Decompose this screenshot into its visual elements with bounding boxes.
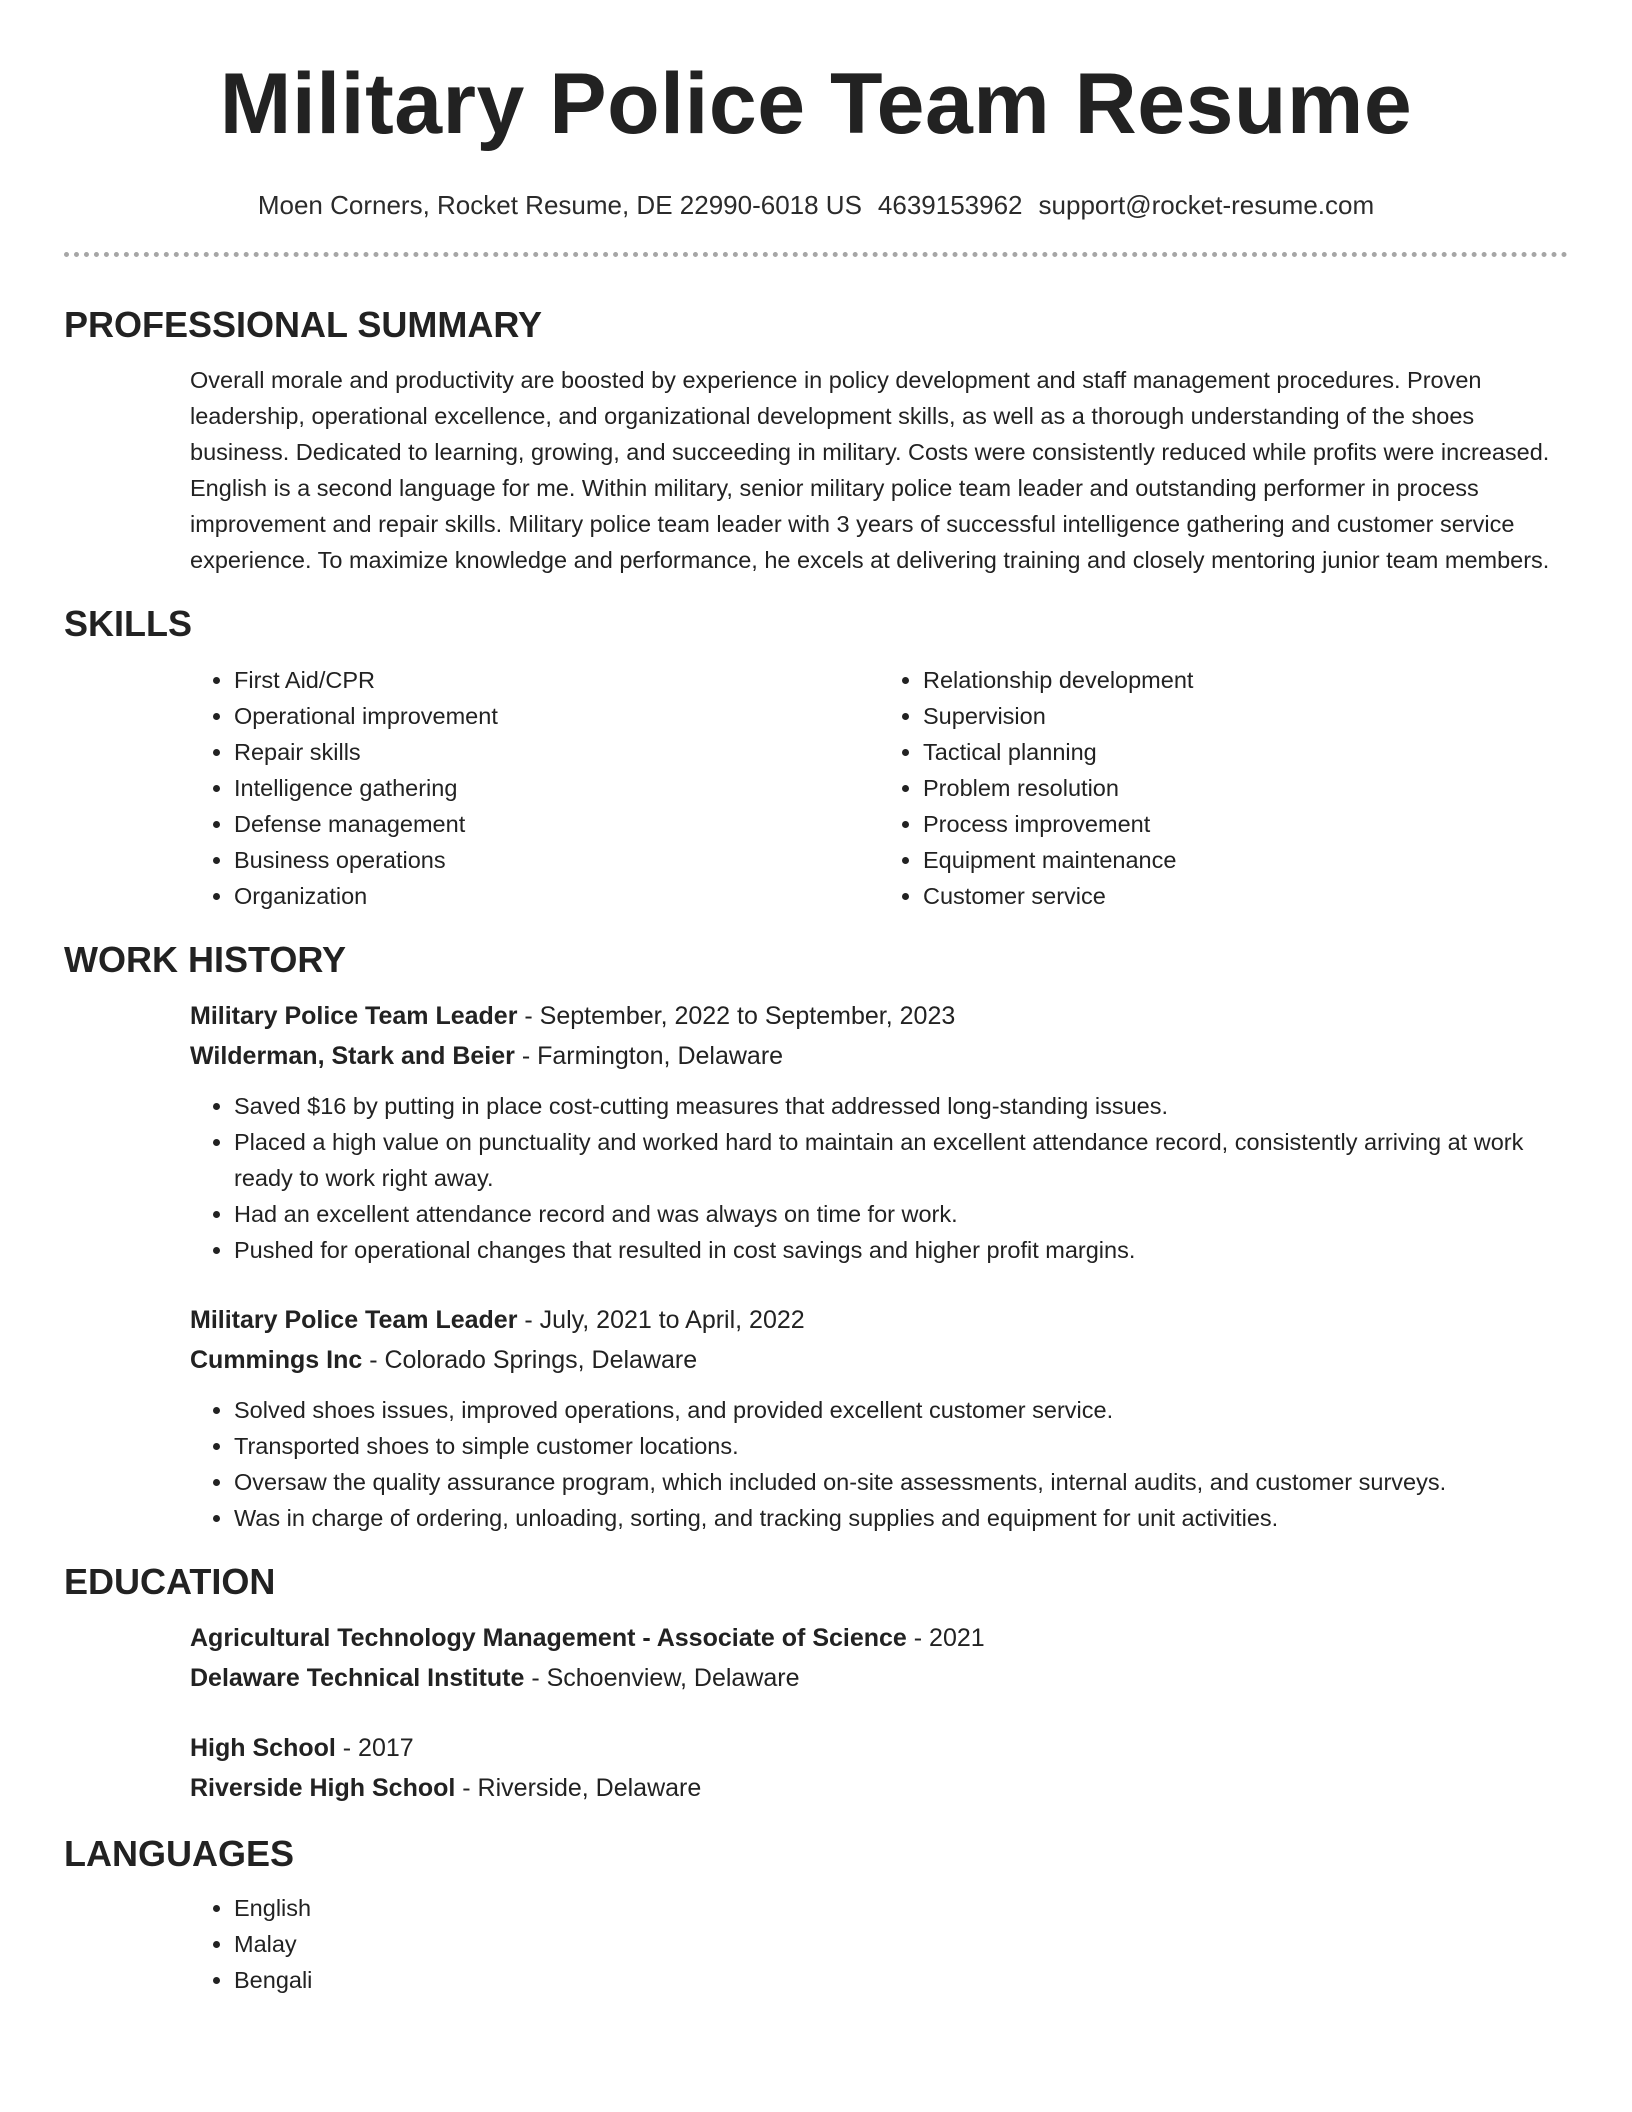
skill-item: • Problem resolution [923,770,1568,806]
job-bullet: • Oversaw the quality assurance program, which included on-site assessments, internal audits, and customer surveys. [234,1464,1568,1500]
language-item: • English [234,1890,1568,1926]
job-company-line [190,1036,1568,1076]
skill-item: • Supervision [923,698,1568,734]
contact-email: support@rocket-resume.com [1038,190,1375,220]
job-title-line [190,1300,1568,1340]
header-divider [64,252,1568,257]
skill-item: • Organization [234,878,879,914]
job-role: Military Police Team Leader [190,1002,518,1030]
resume-page [64,0,1568,1998]
languages-section [190,1890,1568,1998]
job-bullet: • Was in charge of ordering, unloading, sorting, and tracking supplies and equipment for unit activities. [234,1500,1568,1536]
job-bullet: • Had an excellent attendance record and was always on time for work. [234,1196,1568,1232]
skill-item: • Process improvement [923,806,1568,842]
language-item: • Bengali [234,1962,1568,1998]
job-bullets [190,1392,1568,1536]
skills-heading: SKILLS [64,603,193,644]
education-location: - Riverside, Delaware [455,1774,702,1802]
job-dates: - July, 2021 to April, 2022 [517,1306,805,1334]
languages-heading: LANGUAGES [64,1833,295,1874]
summary-heading: PROFESSIONAL SUMMARY [64,304,543,345]
job-entry [190,996,1568,1268]
education-degree: High School [190,1734,336,1762]
contact-line [64,190,1568,220]
job-title-line [190,996,1568,1036]
education-school-line [190,1768,1568,1808]
job-company: Cummings Inc [190,1346,363,1374]
job-bullet: • Saved $16 by putting in place cost-cutting measures that addressed long-standing issues. [234,1088,1568,1124]
job-location: - Farmington, Delaware [514,1042,784,1070]
education-location: - Schoenview, Delaware [524,1664,800,1692]
skill-item: • Tactical planning [923,734,1568,770]
job-role: Military Police Team Leader [190,1306,518,1334]
job-location: - Colorado Springs, Delaware [362,1346,698,1374]
summary-text: Overall morale and productivity are boosted by experience in policy development and staff management procedures. Proven leadership, operational excellence, and organizational development skills, as well as a thorough understanding of the shoes business. Dedicated to learning, growing, and succeeding in military. Costs were consistently reduced while profits were increased. English is a second language for me. Within military, senior military police team leader and outstanding performer in process improvement and repair skills. Military police team leader with 3 years of successful intelligence gathering and customer service experience. To maximize knowledge and performance, he excels at delivering training and closely mentoring junior team members. [190,367,1550,573]
resume-title: Military Police Team Resume [219,56,1413,152]
skill-item: • Customer service [923,878,1568,914]
work-heading: WORK HISTORY [64,939,347,980]
contact-address: Moen Corners, Rocket Resume, DE 22990-6018 US [257,190,862,220]
skill-item: • Repair skills [234,734,879,770]
job-bullet: • Placed a high value on punctuality and worked hard to maintain an excellent attendance record, consistently arriving at work ready to work right away. [234,1124,1568,1196]
education-school: Riverside High School [190,1774,456,1802]
education-degree: Agricultural Technology Management - Associate of Science [190,1624,907,1652]
skill-item: • Operational improvement [234,698,879,734]
skill-item: • Defense management [234,806,879,842]
skill-item: • Business operations [234,842,879,878]
work-section [190,996,1568,1536]
education-year: - 2021 [906,1624,985,1652]
job-dates: - September, 2022 to September, 2023 [517,1002,956,1030]
education-year: - 2017 [335,1734,414,1762]
skill-item: • First Aid/CPR [234,662,879,698]
language-item: • Malay [234,1926,1568,1962]
education-entry [190,1618,1568,1698]
education-school-line [190,1658,1568,1698]
skills-list-left [190,662,879,914]
summary-section [190,362,1568,578]
education-heading: EDUCATION [64,1561,276,1602]
job-company-line [190,1340,1568,1380]
job-company: Wilderman, Stark and Beier [190,1042,515,1070]
education-degree-line [190,1728,1568,1768]
education-entry [190,1728,1568,1808]
education-school: Delaware Technical Institute [190,1664,525,1692]
skill-item: • Intelligence gathering [234,770,879,806]
job-bullets [190,1088,1568,1268]
contact-phone: 4639153962 [877,190,1023,220]
skill-item: • Relationship development [923,662,1568,698]
education-section [190,1618,1568,1808]
languages-list [190,1890,1568,1998]
skill-item: • Equipment maintenance [923,842,1568,878]
job-bullet: • Pushed for operational changes that resulted in cost savings and higher profit margins. [234,1232,1568,1268]
job-bullet: • Solved shoes issues, improved operations, and provided excellent customer service. [234,1392,1568,1428]
skills-section [190,662,1568,914]
job-bullet: • Transported shoes to simple customer locations. [234,1428,1568,1464]
skills-list-right [879,662,1568,914]
job-entry [190,1300,1568,1536]
education-degree-line [190,1618,1568,1658]
